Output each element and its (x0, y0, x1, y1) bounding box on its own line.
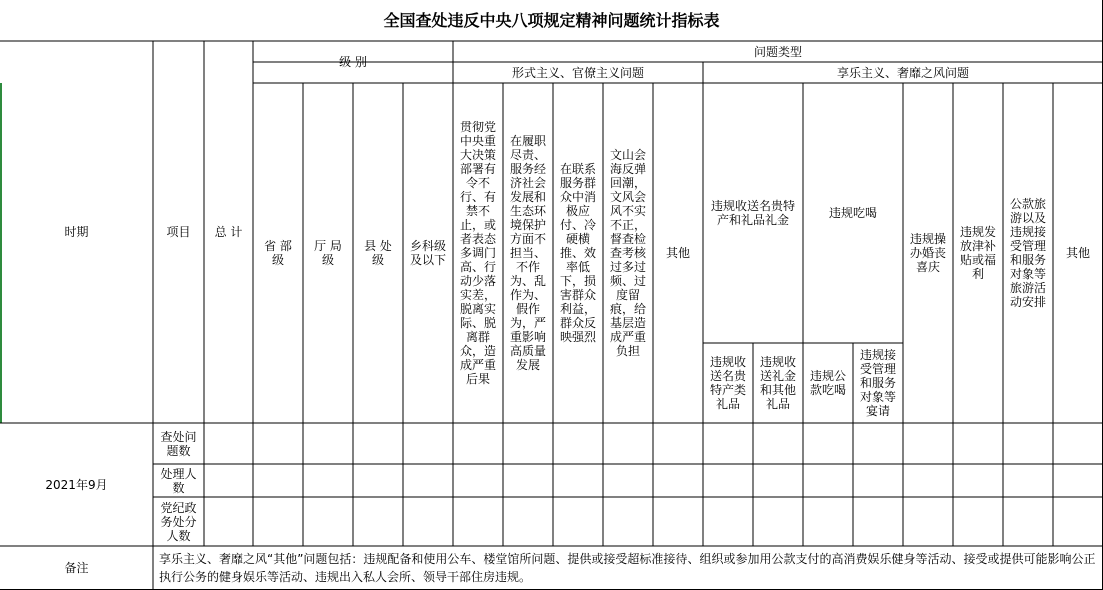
gifts-item-cash: 违规收送礼金和其他礼品 (759, 355, 796, 411)
period-value: 2021年9月 (45, 477, 108, 492)
table-title: 全国查处违反中央八项规定精神问题统计指标表 (383, 10, 720, 30)
formalism-item-meetings: 文山会海反弹回潮，文风会风不实不正，督查检查考核过多过频、过度留痕，给基层造成严重负担 (609, 148, 646, 358)
header-gifts-group: 违规收送名贵特产和礼品礼金 (710, 199, 795, 227)
header-item: 项目 (166, 225, 191, 239)
row-label-persons: 处理人数 (160, 466, 197, 495)
level-provincial: 省 部 级 (264, 239, 292, 267)
formalism-item-duties: 在履职尽责、服务经济社会发展和生态环境保护方面不担当、不作为、乱作为、假作为，严重影响高质量发展 (509, 134, 546, 372)
formalism-item-masses: 在联系服务群众中消极应付、冷硬横推、效率低下，损害群众利益，群众反映强烈 (559, 162, 596, 344)
level-township: 乡科级及以下 (409, 239, 446, 267)
dining-item-public-funds: 违规公款吃喝 (809, 369, 846, 397)
formalism-item-other: 其他 (665, 246, 690, 260)
note-text: 享乐主义、奢靡之风“其他”问题包括：违规配备和使用公车、楼堂馆所问题、提供或接受超标准接待、组织或参加用公款支付的高消费娱乐健身等活动、接受或提供可能影响公正执行公务的健身娱乐等活动、违规出入私人会所、领导干部住房违规。 (159, 552, 1096, 584)
header-dining-group: 违规吃喝 (828, 206, 877, 220)
hedonism-item-tourism: 公款旅游以及违规接受管理和服务对象等旅游活动安排 (1009, 197, 1046, 309)
header-total: 总 计 (214, 225, 243, 239)
dining-item-banquets: 违规接受管理和服务对象等宴请 (859, 348, 896, 418)
header-period: 时期 (64, 225, 89, 239)
header-problem-type: 问题类型 (753, 44, 802, 59)
header-formalism-group: 形式主义、官僚主义问题 (511, 65, 644, 80)
note-label: 备注 (64, 561, 89, 575)
formalism-item-decisions: 贯彻党中央重大决策部署有令不行、有禁不止，或者表态多调门高、行动少落实差，脱离实际、脱离群众，造成严重后果 (459, 120, 496, 386)
hedonism-item-other: 其他 (1065, 246, 1090, 260)
header-hedonism-group: 享乐主义、奢靡之风问题 (836, 65, 969, 80)
row-label-cases: 查处问题数 (160, 429, 197, 458)
row-label-disciplined: 党纪政务处分人数 (160, 500, 197, 543)
gifts-item-specialty: 违规收送名贵特产类礼品 (709, 355, 746, 411)
level-bureau: 厅 局 级 (314, 239, 342, 267)
hedonism-item-weddings-funerals: 违规操办婚丧喜庆 (909, 232, 946, 274)
hedonism-item-allowances: 违规发放津补贴或福利 (959, 225, 996, 281)
header-level: 级 别 (339, 55, 367, 69)
level-county: 县 处 级 (364, 239, 392, 267)
